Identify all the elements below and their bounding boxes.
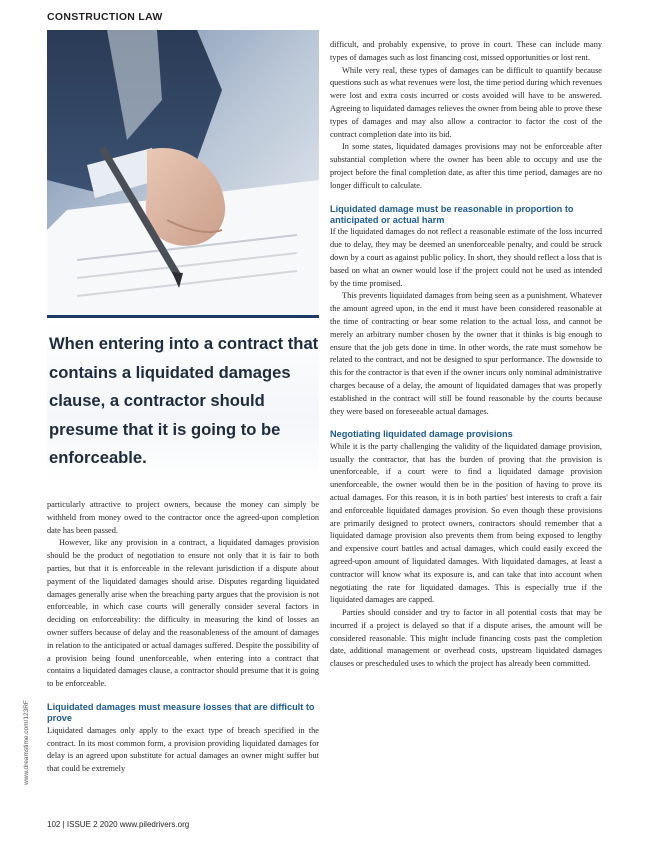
website-link[interactable]: www.piledrivers.org	[119, 820, 190, 829]
pull-quote-text: When entering into a contract that contains a liquidated damages clause, a contractor should presume that it is going to be enforceable.	[49, 334, 319, 467]
photo-credit: www.dreamstime.com/123RF	[23, 700, 30, 785]
footer-separator: |	[62, 820, 65, 829]
contract-signing-illustration	[47, 30, 319, 315]
paragraph: While very real, these types of damages can be difficult to quantify because questions such as what revenues were lost, the time period during which revenues were lost and extra costs incurred or costs avoided will have to be answered. Agreeing to liquidated damages relieves the owner from being able to prove these types of damages and may also allow a contractor to factor the cost of the contract completion date into its bid.	[330, 65, 602, 139]
right-column	[330, 39, 602, 671]
paragraph: While it is the party challenging the validity of the liquidated damage provision, usually the contractor, that has the burden of proving that the provision is unenforceable, if a court were to find a liquidated damage provision unenforceable, the owner would then be in the position of having to prove its actual damages. For this reason, it is in both parties' best interests to craft a fair and enforceable liquidated damages provision. So even though these provisions are primarily designed to protect owners, contractors should remember that a liquidated damage provision also prevents them from being exposed to lengthy and expensive court battles and actual damages, which could easily exceed the agreed-upon amount of liquidated damages. With liquidated damages, at least a contractor will know what its exposure is, and can take that into account when negotiating the rate for liquidated damages. This is especially true if the liquidated damages are capped.	[330, 441, 602, 605]
paragraph: Parties should consider and try to factor in all potential costs that may be incurred if a project is delayed so that if a dispute arises, the amount will be considered reasonable. This might include financing costs past the completion date, additional management or overhead costs, upstream liquidated damages clauses or prescheduled uses to which the project has already been committed.	[330, 608, 602, 669]
paragraph: However, like any provision in a contract, a liquidated damages provision should be the product of negotiation to ensure not only that it is fair to both parties, but that it is enforceable in the relevant jurisdiction if a dispute about payment of the liquidated damages should arise. Disputes regarding liquidated damages generally arise when the breaching party argues that the provision is not enforceable, in which case courts will generally consider several factors in deciding on enforceability: the difficulty in measuring the kind of losses an owner suffers because of delay and the reasonableness of the amount of damages in relation to the anticipated or actual damages suffered. Despite the possibility of a provision being found unenforceable, when entering into a contract that contains a liquidated damages clause, a contractor should presume that it is going to be enforceable.	[47, 538, 319, 689]
issue-label: ISSUE 2 2020	[66, 820, 118, 829]
paragraph: This prevents liquidated damages from being seen as a punishment. Whatever the amount agreed upon, in the end it must have been considered reasonable at the time of contracting or bear some relation to the actual loss, and cannot be merely an arbitrary number chosen by the owner that it thinks is big enough to ensure that the job gets done in time. In other words, the rate must somehow be related to the contract, and not be designed to spur performance. The downside to this for the contractor is that even if the owner incurs only nominal administrative charges because of a delay, the amount of liquidated damages that was properly established in the contract will still be found reasonable by the courts because they were based on foreseeable actual damages.	[330, 291, 602, 416]
paragraph: If the liquidated damages do not reflect a reasonable estimate of the loss incurred due to delay, they may be deemed an unenforceable penalty, and could be struck down by a court as against public policy. In short, they should reflect a loss that is based on what an owner would lose if the project could not be used as intended by the time promised.	[330, 227, 602, 288]
paragraph: particularly attractive to project owners, because the money can simply be withheld from money owed to the contractor once the agreed-upon completion date has been passed.	[47, 500, 319, 535]
page-footer	[47, 820, 189, 829]
subheading: Liquidated damage must be reasonable in proportion to anticipated or actual harm	[330, 203, 574, 225]
photo-divider	[47, 315, 319, 318]
page-number: 102	[47, 820, 61, 829]
paragraph: In some states, liquidated damages provisions may not be enforceable after substantial completion where the owner has been able to occupy and use the project before the final completion date, as after this time period, damages are no longer difficult to calculate.	[330, 142, 602, 190]
paragraph: Liquidated damages only apply to the exact type of breach specified in the contract. In its most common form, a provision providing liquidated damages for delay is an agreed upon substitute for actual damages an owner might suffer but that could be extremely	[47, 725, 319, 774]
paragraph: difficult, and probably expensive, to prove in court. These can include many types of damages such as lost financing cost, missed opportunities or lost rent.	[330, 40, 602, 62]
pull-quote	[47, 322, 319, 482]
article-photo	[47, 30, 319, 315]
left-column	[47, 499, 319, 776]
subheading: Liquidated damages must measure losses that are difficult to prove	[47, 701, 315, 724]
section-label: CONSTRUCTION LAW	[47, 11, 163, 23]
subheading: Negotiating liquidated damage provisions	[330, 429, 513, 440]
